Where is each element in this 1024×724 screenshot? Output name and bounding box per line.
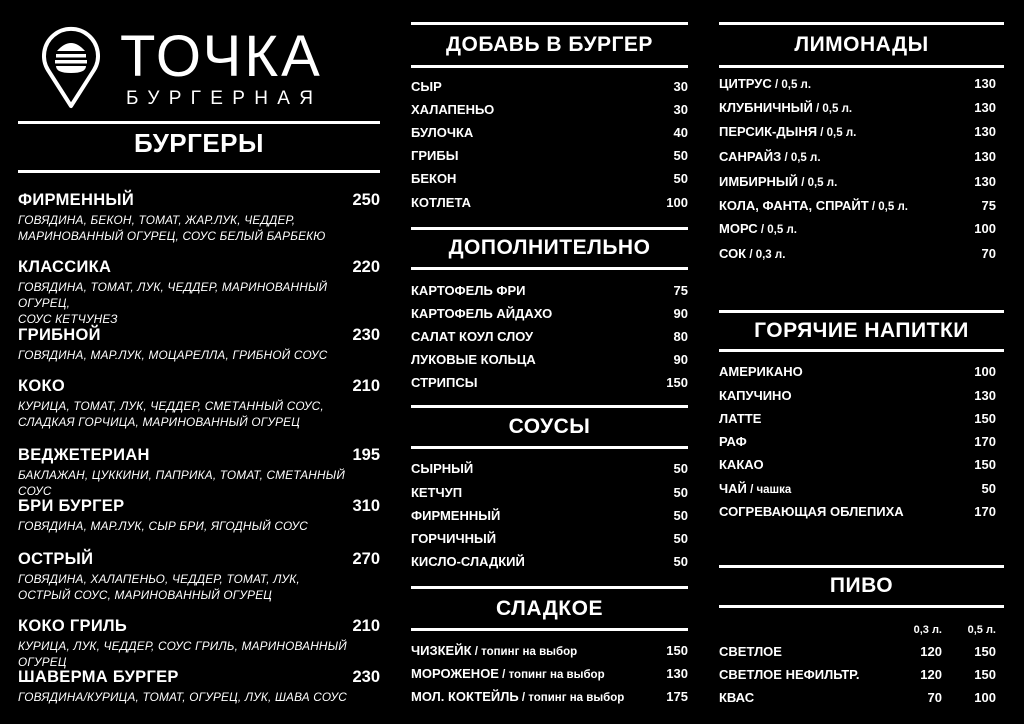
item-name: КОЛА, ФАНТА, СПРАЙТ (719, 198, 869, 213)
menu-item (719, 76, 1004, 96)
item-price: 75 (981, 198, 996, 213)
menu-item (411, 666, 688, 686)
item-price: 130 (974, 100, 996, 115)
item-name: КОТЛЕТА (411, 195, 471, 210)
item-name: ФИРМЕННЫЙ (18, 191, 135, 209)
item-desc: ГОВЯДИНА, БЕКОН, ТОМАТ, ЖАР.ЛУК, ЧЕДДЕР, (18, 213, 296, 227)
divider (411, 267, 688, 270)
menu-item (719, 457, 1004, 477)
divider (18, 121, 380, 124)
item-price: 150 (974, 667, 996, 682)
menu-item (411, 485, 688, 505)
brand-subtitle: БУРГЕРНАЯ (126, 88, 323, 109)
item-name: ЦИТРУС (719, 76, 772, 91)
menu-item (411, 148, 688, 168)
item-price: 90 (673, 352, 688, 367)
item-desc: ГОВЯДИНА, МАР.ЛУК, МОЦАРЕЛЛА, ГРИБНОЙ СОУС (18, 348, 328, 362)
item-desc: СЛАДКАЯ ГОРЧИЦА, МАРИНОВАННЫЙ ОГУРЕЦ (18, 415, 301, 429)
menu-item (411, 195, 688, 215)
item-desc: БАКЛАЖАН, ЦУККИНИ, ПАПРИКА, ТОМАТ, СМЕТАННЫЙ СОУС (18, 468, 346, 498)
item-name: САЛАТ КОУЛ СЛОУ (411, 329, 534, 344)
brand-name: ТОЧКА (120, 24, 323, 89)
menu-item (719, 364, 1004, 384)
item-note: / 0,5 л. (771, 79, 812, 91)
menu-item (719, 149, 1004, 169)
item-price: 40 (673, 125, 688, 140)
menu-item (719, 481, 1004, 501)
menu-item (18, 667, 380, 705)
item-name: ИМБИРНЫЙ (719, 174, 798, 189)
menu-item (18, 549, 380, 603)
drinks-column (719, 0, 1004, 724)
item-price: 195 (352, 446, 380, 464)
item-price: 120 (920, 644, 942, 659)
item-name: ОСТРЫЙ (18, 550, 94, 568)
menu-item (411, 125, 688, 145)
item-price: 50 (673, 171, 688, 186)
item-name: АМЕРИКАНО (719, 364, 803, 379)
divider (719, 310, 1004, 313)
section-title: ДОБАВЬ В БУРГЕР (446, 33, 653, 56)
item-price: 310 (352, 497, 380, 515)
divider (411, 586, 688, 589)
divider (411, 446, 688, 449)
item-desc: КУРИЦА, ТОМАТ, ЛУК, ЧЕДДЕР, СМЕТАННЫЙ СОУС, (18, 399, 324, 413)
item-name: КИСЛО-СЛАДКИЙ (411, 554, 525, 569)
item-name: МОЛ. КОКТЕЙЛЬ (411, 689, 519, 704)
item-name: БУЛОЧКА (411, 125, 474, 140)
menu-item (411, 171, 688, 191)
menu-item (411, 554, 688, 574)
menu-item (18, 496, 380, 534)
item-name: ГОРЧИЧНЫЙ (411, 531, 497, 546)
beer-size-header: 0,3 л. (913, 624, 942, 636)
item-name: ПЕРСИК-ДЫНЯ (719, 124, 818, 139)
item-name: СВЕТЛОЕ (719, 644, 782, 659)
item-note: / топинг на выбор (471, 646, 578, 658)
menu-item (719, 124, 1004, 144)
item-name: ЧАЙ (719, 481, 747, 496)
item-note: / чашка (746, 484, 792, 496)
section-title: СОУСЫ (508, 415, 591, 438)
menu-item (719, 100, 1004, 120)
menu-item (719, 198, 1004, 218)
item-name: КАПУЧИНО (719, 388, 792, 403)
menu-item (411, 531, 688, 551)
item-price: 130 (974, 388, 996, 403)
item-desc: ОСТРЫЙ СОУС, МАРИНОВАННЫЙ ОГУРЕЦ (18, 588, 273, 602)
item-desc: ГОВЯДИНА, ТОМАТ, ЛУК, ЧЕДДЕР, МАРИНОВАННЫЙ ОГУРЕЦ, (18, 280, 328, 310)
menu-item (719, 690, 1004, 710)
item-price: 120 (920, 667, 942, 682)
section-title: ГОРЯЧИЕ НАПИТКИ (754, 319, 969, 342)
menu-item (18, 190, 380, 244)
menu-item (719, 388, 1004, 408)
item-name: СОГРЕВАЮЩАЯ ОБЛЕПИХА (719, 504, 904, 519)
item-price: 270 (352, 550, 380, 568)
menu-item (411, 283, 688, 303)
item-name: СОК (719, 246, 747, 261)
item-name: ФИРМЕННЫЙ (411, 508, 501, 523)
item-price: 90 (673, 306, 688, 321)
item-desc: ГОВЯДИНА, МАР.ЛУК, СЫР БРИ, ЯГОДНЫЙ СОУС (18, 519, 309, 533)
item-name: КОКО ГРИЛЬ (18, 617, 128, 635)
menu-item (411, 508, 688, 528)
item-name: СВЕТЛОЕ НЕФИЛЬТР. (719, 667, 860, 682)
item-price: 130 (974, 149, 996, 164)
menu-item (18, 257, 380, 327)
burger-pin-icon (40, 24, 102, 110)
item-name: ГРИБЫ (411, 148, 459, 163)
item-price: 100 (974, 221, 996, 236)
menu-item (411, 306, 688, 326)
item-price: 230 (352, 668, 380, 686)
item-name: ШАВЕРМА БУРГЕР (18, 668, 179, 686)
item-name: ХАЛАПЕНЬО (411, 102, 495, 117)
divider (411, 65, 688, 68)
item-price: 70 (927, 690, 942, 705)
item-name: ЧИЗКЕЙК (411, 643, 472, 658)
divider (411, 22, 688, 25)
menu-item (411, 643, 688, 663)
item-name: КВАС (719, 690, 755, 705)
divider (411, 405, 688, 408)
item-price: 150 (974, 644, 996, 659)
section-title: ДОПОЛНИТЕЛЬНО (448, 236, 651, 259)
item-price: 50 (673, 554, 688, 569)
item-price: 175 (666, 689, 688, 704)
item-name: ГРИБНОЙ (18, 326, 101, 344)
menu-item (719, 174, 1004, 194)
menu-item (719, 221, 1004, 241)
item-price: 50 (673, 485, 688, 500)
menu-item (719, 644, 1004, 664)
menu-item (411, 329, 688, 349)
item-note: / 0,5 л. (868, 201, 908, 213)
item-desc: ГОВЯДИНА, ХАЛАПЕНЬО, ЧЕДДЕР, ТОМАТ, ЛУК, (18, 572, 300, 586)
item-desc: ГОВЯДИНА/КУРИЦА, ТОМАТ, ОГУРЕЦ, ЛУК, ШАВА СОУС (18, 690, 347, 704)
menu-item (411, 102, 688, 122)
menu-item (18, 325, 380, 363)
item-name: СТРИПСЫ (411, 375, 478, 390)
item-price: 250 (352, 191, 380, 209)
item-name: КАРТОФЕЛЬ ФРИ (411, 283, 526, 298)
item-name: РАФ (719, 434, 747, 449)
item-name: КЕТЧУП (411, 485, 463, 500)
item-price: 30 (673, 79, 688, 94)
beer-size-header: 0,5 л. (967, 624, 996, 636)
item-price: 210 (352, 377, 380, 395)
item-price: 130 (974, 76, 996, 91)
item-note: / 0,5 л. (781, 152, 821, 164)
item-name: САНРАЙЗ (719, 149, 782, 164)
item-name: БРИ БУРГЕР (18, 497, 125, 515)
divider (719, 605, 1004, 608)
section-title: ПИВО (829, 574, 894, 597)
item-price: 100 (974, 364, 996, 379)
item-desc: МАРИНОВАННЫЙ ОГУРЕЦ, СОУС БЕЛЫЙ БАРБЕКЮ (18, 229, 326, 243)
item-price: 50 (981, 481, 996, 496)
item-price: 150 (666, 643, 688, 658)
item-name: КАКАО (719, 457, 764, 472)
burgers-title: БУРГЕРЫ (134, 128, 264, 158)
divider (719, 349, 1004, 352)
item-price: 75 (673, 283, 688, 298)
item-name: КОКО (18, 377, 66, 395)
item-price: 30 (673, 102, 688, 117)
item-name: СЫРНЫЙ (411, 461, 474, 476)
item-note: / 0,5 л. (812, 103, 853, 115)
menu-item (18, 445, 380, 499)
item-name: СЫР (411, 79, 442, 94)
item-price: 50 (673, 461, 688, 476)
menu-item (411, 352, 688, 372)
divider (719, 22, 1004, 25)
item-price: 80 (673, 329, 688, 344)
item-price: 150 (666, 375, 688, 390)
item-note: / топинг на выбор (518, 692, 625, 704)
menu-item (411, 461, 688, 481)
item-price: 170 (974, 504, 996, 519)
item-price: 70 (981, 246, 996, 261)
item-note: / 0,5 л. (817, 127, 857, 139)
menu-item (719, 434, 1004, 454)
item-name: МОРОЖЕНОЕ (411, 666, 499, 681)
item-price: 100 (974, 690, 996, 705)
menu-item (411, 689, 688, 709)
menu-item (719, 504, 1004, 524)
item-price: 130 (974, 124, 996, 139)
menu-item (719, 246, 1004, 266)
item-price: 130 (974, 174, 996, 189)
item-name: КАРТОФЕЛЬ АЙДАХО (411, 306, 553, 321)
section-title: ЛИМОНАДЫ (794, 33, 929, 56)
item-price: 50 (673, 508, 688, 523)
item-note: / 0,3 л. (746, 249, 786, 261)
item-price: 50 (673, 531, 688, 546)
burgers-column (18, 0, 380, 724)
item-name: КЛАССИКА (18, 258, 112, 276)
menu-item (18, 376, 380, 430)
item-name: БЕКОН (411, 171, 457, 186)
item-price: 100 (666, 195, 688, 210)
menu-item (411, 375, 688, 395)
item-price: 230 (352, 326, 380, 344)
divider (719, 565, 1004, 568)
menu-item (411, 79, 688, 99)
item-price: 130 (666, 666, 688, 681)
item-price: 170 (974, 434, 996, 449)
item-price: 150 (974, 411, 996, 426)
addons-column (411, 0, 688, 724)
item-note: / 0,5 л. (798, 177, 838, 189)
item-desc: СОУС КЕТЧУНЕЗ (18, 312, 118, 326)
item-note: / топинг на выбор (498, 669, 605, 681)
brand-logo (40, 24, 380, 114)
item-note: / 0,5 л. (757, 224, 797, 236)
divider (719, 65, 1004, 68)
item-name: ЛУКОВЫЕ КОЛЬЦА (411, 352, 536, 367)
item-desc: КУРИЦА, ЛУК, ЧЕДДЕР, СОУС ГРИЛЬ, МАРИНОВАННЫЙ ОГУРЕЦ (18, 639, 347, 669)
item-price: 210 (352, 617, 380, 635)
menu-item (719, 667, 1004, 687)
item-name: МОРС (719, 221, 758, 236)
item-price: 220 (352, 258, 380, 276)
item-name: ВЕДЖЕТЕРИАН (18, 446, 150, 464)
item-price: 150 (974, 457, 996, 472)
menu-item (18, 616, 380, 670)
menu-item (719, 411, 1004, 431)
divider (411, 628, 688, 631)
item-name: ЛАТТЕ (719, 411, 762, 426)
item-name: КЛУБНИЧНЫЙ (719, 100, 813, 115)
divider (18, 170, 380, 173)
item-price: 50 (673, 148, 688, 163)
divider (411, 227, 688, 230)
section-title: СЛАДКОЕ (496, 597, 603, 620)
